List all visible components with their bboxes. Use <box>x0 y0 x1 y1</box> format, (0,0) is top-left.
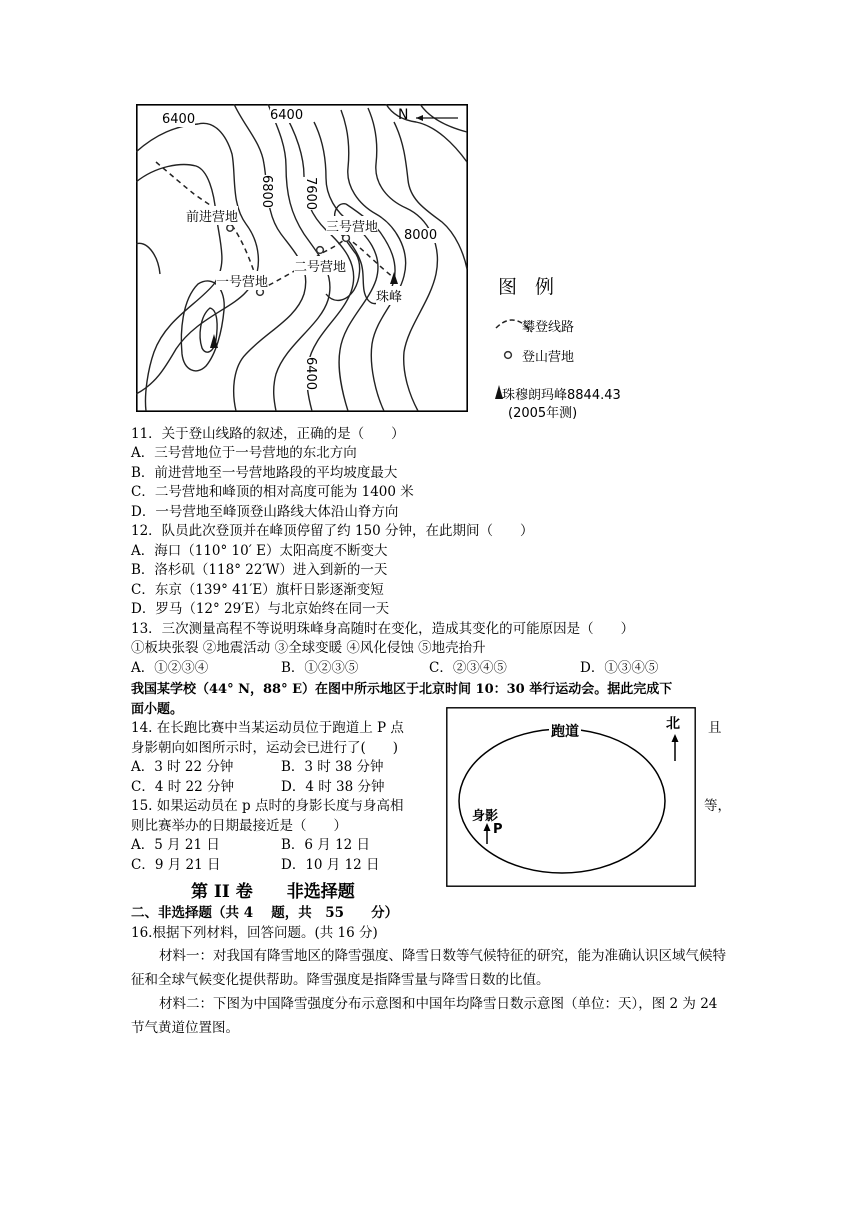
intro-line-2: 面小题。 <box>131 702 184 717</box>
point-p-label: P <box>493 822 503 837</box>
q14-stem-line2: 身影朝向如图所示时，运动会已进行了( ) <box>131 740 399 756</box>
q11-option-a: A．三号营地位于一号营地的东北方向 <box>131 445 357 461</box>
contour-label-7600: 7600 <box>303 176 319 211</box>
q13-option-c: C．②③④⑤ <box>429 660 507 676</box>
track-label: 跑道 <box>549 721 581 741</box>
q13-stem: 13．三次测量高程不等说明珠峰身高随时在变化，造成其变化的可能原因是（ ） <box>131 621 635 637</box>
camp3-label: 三号营地 <box>326 216 378 235</box>
q15-stem-line2: 则比赛举办的日期最接近是（ ） <box>131 818 347 834</box>
q11-stem: 11．关于登山线路的叙述，正确的是（ ） <box>131 426 405 442</box>
peak-label: 珠峰 <box>376 286 402 305</box>
contour-label-6800: 6800 <box>259 174 275 209</box>
q15-option-a: A．5 月 21 日 <box>131 837 220 853</box>
part2-title: 第 II 卷 非选择题 <box>191 882 355 902</box>
north-label: N <box>398 107 409 123</box>
intro-line-1: 我国某学校（44° N，88° E）在图中所示地区于北京时间 10：30 举行运动会。据此完成下 <box>131 682 673 697</box>
q12-stem: 12．队员此次登顶并在峰顶停留了约 150 分钟，在此期间（ ） <box>131 523 534 539</box>
q13-items: ①板块张裂 ②地震活动 ③全球变暖 ④风化侵蚀 ⑤地壳抬升 <box>131 640 486 656</box>
q13-option-a: A．①②③④ <box>131 660 209 676</box>
track-north-label: 北 <box>666 716 680 732</box>
camp2-label: 二号营地 <box>294 256 346 275</box>
camp-legend-icon <box>501 348 515 362</box>
q15-option-c: C．9 月 21 日 <box>131 857 221 873</box>
legend-peak-note: (2005年测) <box>508 406 578 421</box>
q14-option-d: D．4 时 38 分钟 <box>281 779 385 795</box>
contour-label-6400-left: 6400 <box>162 112 196 127</box>
q12-option-a: A．海口（110° 10′ E）太阳高度不断变大 <box>131 543 388 559</box>
part2-section-header: 二、非选择题（共 4 题，共 55 分） <box>131 905 399 921</box>
shadow-label: 身影 <box>472 809 499 824</box>
q11-option-b: B．前进营地至一号营地路段的平均坡度最大 <box>131 465 398 481</box>
q14-option-a: A．3 时 22 分钟 <box>131 759 234 775</box>
q12-option-b: B．洛杉矶（118° 22′W）进入到新的一天 <box>131 562 388 578</box>
q12-option-c: C．东京（139° 41′E）旗杆日影逐渐变短 <box>131 582 384 598</box>
q15-stem-line1-end: 等， <box>704 798 731 814</box>
q14-option-c: C．4 时 22 分钟 <box>131 779 234 795</box>
q13-option-b: B．①②③⑤ <box>281 660 359 676</box>
track-diagram <box>446 707 696 887</box>
q14-stem-line1: 14. 在长跑比赛中当某运动员位于跑道上 P 点 <box>131 720 404 736</box>
camp1-label: 一号营地 <box>216 271 268 290</box>
camp-advance-label: 前进营地 <box>186 206 238 225</box>
legend-route-label: 攀登线路 <box>522 320 575 335</box>
contour-label-6400-bottom: 6400 <box>303 356 319 391</box>
camp3-marker <box>343 235 350 242</box>
q15-option-d: D．10 月 12 日 <box>281 857 380 873</box>
q12-option-d: D．罗马（12° 29′E）与北京始终在同一天 <box>131 601 390 617</box>
contour-label-6400-top: 6400 <box>270 108 304 123</box>
topographic-map <box>136 104 468 412</box>
legend-camp-label: 登山营地 <box>522 350 575 365</box>
q16-material-2: 材料二：下图为中国降雪强度分布示意图和中国年均降雪日数示意图（单位：天），图 2 为 24 节气黄道位置图。 <box>131 996 718 1036</box>
camp2-marker <box>317 247 324 254</box>
q16-material-1: 材料一：对我国有降雪地区的降雪强度、降雪日数等气候特征的研究，能为准确认识区域气候特征和全球气候变化提供帮助。降雪强度是指降雪量与降雪日数的比值。 <box>131 948 726 988</box>
q14-option-b: B．3 时 38 分钟 <box>281 759 384 775</box>
map-legend <box>494 268 694 421</box>
legend-peak-label: 珠穆朗玛峰8844.43 <box>502 388 621 403</box>
q15-option-b: B．6 月 12 日 <box>281 837 371 853</box>
q11-option-d: D．一号营地至峰顶登山路线大体沿山脊方向 <box>131 504 399 520</box>
contour-label-8000: 8000 <box>404 228 438 243</box>
camp-advance-marker <box>227 225 233 231</box>
q11-option-c: C．二号营地和峰顶的相对高度可能为 1400 米 <box>131 484 414 500</box>
legend-title: 图 例 <box>498 276 561 298</box>
q16-stem: 16.根据下列材料，回答问题。(共 16 分) <box>131 925 378 941</box>
q14-stem-line1-end: 且 <box>708 720 722 736</box>
q13-option-d: D．①③④⑤ <box>580 660 659 676</box>
q15-stem-line1: 15. 如果运动员在 p 点时的身影长度与身高相 <box>131 798 404 814</box>
